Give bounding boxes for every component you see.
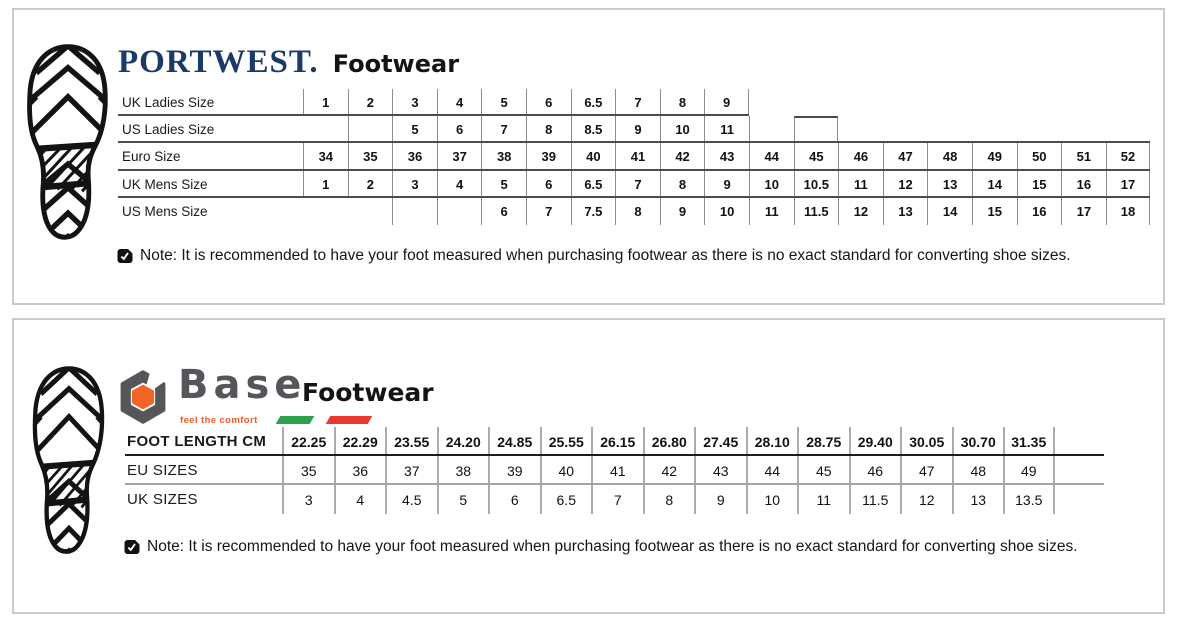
size-cell: 11	[797, 485, 849, 514]
size-cell: 6.5	[571, 171, 616, 198]
size-cell: 11.5	[794, 198, 839, 225]
size-cell: 7	[615, 171, 660, 198]
size-cell: 39	[488, 456, 540, 485]
portwest-size-table	[118, 89, 1150, 225]
size-cell	[972, 116, 1017, 143]
size-cell: 3	[392, 171, 437, 198]
size-cell: 9	[615, 116, 660, 143]
size-cell: 14	[927, 198, 972, 225]
size-cell: 16	[1061, 171, 1106, 198]
note-text: Note: It is recommended to have your foot measured when purchasing footwear as there is no exact standard for converting shoe sizes.	[140, 247, 1071, 264]
table-row	[118, 198, 1150, 225]
size-cell: 18	[1106, 198, 1151, 225]
table-row	[125, 485, 1055, 514]
size-cell	[927, 89, 972, 116]
size-cell: 26.80	[643, 427, 695, 456]
size-cell	[1017, 116, 1062, 143]
size-cell: 13	[927, 171, 972, 198]
size-cell: 12	[838, 198, 883, 225]
size-cell: 15	[1017, 171, 1062, 198]
size-cell: 49	[1003, 456, 1055, 485]
size-cell	[1061, 89, 1106, 116]
size-cell: 9	[704, 171, 749, 198]
table-row	[118, 89, 1150, 116]
row-label: FOOT LENGTH CM	[127, 433, 267, 450]
size-cell: 12	[900, 485, 952, 514]
italy-flag-green-stripe	[276, 416, 315, 424]
size-cell	[749, 116, 794, 143]
size-cell: 2	[348, 171, 393, 198]
note-icon	[124, 539, 140, 555]
size-cell	[392, 198, 437, 225]
size-cell: 6.5	[571, 89, 616, 116]
size-cell: 36	[334, 456, 386, 485]
size-cell	[348, 198, 393, 225]
size-cell: 6.5	[540, 485, 592, 514]
size-cell: 48	[927, 143, 972, 170]
size-cell: 43	[704, 143, 749, 170]
size-cell: 35	[348, 143, 393, 170]
size-cell: 4	[437, 89, 482, 116]
size-cell: 10	[704, 198, 749, 225]
row-label: US Mens Size	[122, 203, 208, 219]
size-cell: 46	[838, 143, 883, 170]
base-tagline: feel the comfort	[180, 415, 258, 426]
portwest-logo: PORTWEST.	[118, 44, 319, 80]
size-cell: 15	[972, 198, 1017, 225]
size-cell: 30.05	[900, 427, 952, 456]
size-cell: 10.5	[794, 171, 839, 198]
size-cell: 41	[615, 143, 660, 170]
portwest-panel	[12, 8, 1165, 305]
size-cell: 13	[883, 198, 928, 225]
size-cell	[883, 116, 928, 143]
size-cell: 9	[704, 89, 749, 116]
size-cell: 30.70	[952, 427, 1004, 456]
size-cell: 4.5	[385, 485, 437, 514]
size-cell: 37	[385, 456, 437, 485]
size-cell: 28.10	[746, 427, 798, 456]
size-cell: 17	[1106, 171, 1151, 198]
size-cell: 7.5	[571, 198, 616, 225]
table-row	[118, 116, 1150, 143]
size-cell: 6	[437, 116, 482, 143]
note-text: Note: It is recommended to have your foot measured when purchasing footwear as there is no exact standard for converting shoe sizes.	[147, 538, 1078, 555]
size-cell	[794, 116, 839, 143]
size-cell: 40	[540, 456, 592, 485]
size-cell: 7	[591, 485, 643, 514]
size-cell: 5	[392, 116, 437, 143]
size-cell: 23.55	[385, 427, 437, 456]
size-cell: 3	[392, 89, 437, 116]
base-panel	[12, 318, 1165, 614]
size-cell: 52	[1106, 143, 1151, 170]
size-cell: 29.40	[849, 427, 901, 456]
table-row	[125, 456, 1055, 485]
size-cell: 35	[282, 456, 334, 485]
size-cell: 46	[849, 456, 901, 485]
size-cell: 47	[900, 456, 952, 485]
size-cell: 48	[952, 456, 1004, 485]
size-cell: 49	[972, 143, 1017, 170]
table-row	[125, 427, 1055, 456]
size-cell: 41	[591, 456, 643, 485]
size-cell: 11	[749, 198, 794, 225]
size-cell: 27.45	[694, 427, 746, 456]
size-cell: 5	[437, 485, 489, 514]
size-cell: 5	[481, 89, 526, 116]
size-cell	[838, 89, 883, 116]
size-cell: 4	[334, 485, 386, 514]
size-cell: 2	[348, 89, 393, 116]
size-cell: 6	[526, 171, 571, 198]
size-cell: 8	[660, 89, 705, 116]
size-cell: 8	[660, 171, 705, 198]
row-label: UK SIZES	[127, 491, 198, 508]
row-label: UK Mens Size	[122, 176, 208, 192]
size-cell: 40	[571, 143, 616, 170]
base-logo-wordmark: Base	[178, 362, 307, 408]
size-cell: 13	[952, 485, 1004, 514]
size-cell	[838, 116, 883, 143]
size-cell: 51	[1061, 143, 1106, 170]
size-cell: 24.20	[437, 427, 489, 456]
row-label: UK Ladies Size	[122, 95, 215, 111]
size-cell	[303, 116, 348, 143]
size-cell	[1017, 89, 1062, 116]
table-row	[118, 171, 1150, 198]
size-cell: 8	[615, 198, 660, 225]
size-cell: 47	[883, 143, 928, 170]
italy-flag-red-stripe	[326, 416, 373, 424]
size-cell: 22.25	[282, 427, 334, 456]
size-cell	[794, 89, 839, 116]
base-footwear-title: Footwear	[302, 378, 434, 407]
size-cell: 8.5	[571, 116, 616, 143]
size-cell: 44	[749, 143, 794, 170]
size-cell: 36	[392, 143, 437, 170]
size-cell: 16	[1017, 198, 1062, 225]
size-cell: 14	[972, 171, 1017, 198]
size-cell: 7	[526, 198, 571, 225]
size-cell: 31.35	[1003, 427, 1055, 456]
size-cell: 8	[526, 116, 571, 143]
boot-print-icon	[24, 44, 112, 244]
size-cell: 10	[660, 116, 705, 143]
size-cell: 24.85	[488, 427, 540, 456]
size-cell: 28.75	[797, 427, 849, 456]
size-cell	[303, 198, 348, 225]
size-cell: 8	[643, 485, 695, 514]
size-cell: 39	[526, 143, 571, 170]
size-cell: 42	[643, 456, 695, 485]
size-cell: 6	[526, 89, 571, 116]
base-logo-icon	[116, 370, 170, 424]
size-cell: 1	[303, 89, 348, 116]
size-cell	[749, 89, 794, 116]
size-cell: 13.5	[1003, 485, 1055, 514]
size-cell: 9	[694, 485, 746, 514]
size-cell: 3	[282, 485, 334, 514]
size-cell: 7	[615, 89, 660, 116]
size-cell	[1106, 89, 1151, 116]
row-label: Euro Size	[122, 149, 181, 165]
size-cell: 17	[1061, 198, 1106, 225]
size-cell: 11	[704, 116, 749, 143]
size-cell: 11.5	[849, 485, 901, 514]
size-cell: 34	[303, 143, 348, 170]
size-cell: 37	[437, 143, 482, 170]
table-row	[118, 143, 1150, 170]
size-cell: 25.55	[540, 427, 592, 456]
size-cell: 12	[883, 171, 928, 198]
size-cell: 4	[437, 171, 482, 198]
size-cell: 42	[660, 143, 705, 170]
size-cell	[927, 116, 972, 143]
portwest-header	[118, 44, 459, 81]
portwest-footwear-title: Footwear	[332, 50, 460, 78]
size-cell	[1061, 116, 1106, 143]
size-cell: 6	[488, 485, 540, 514]
base-size-table	[125, 427, 1055, 514]
base-note	[124, 538, 1078, 556]
size-cell	[883, 89, 928, 116]
size-cell: 22.29	[334, 427, 386, 456]
size-cell	[437, 198, 482, 225]
size-cell: 10	[749, 171, 794, 198]
size-cell: 11	[838, 171, 883, 198]
size-cell: 5	[481, 171, 526, 198]
size-cell: 10	[746, 485, 798, 514]
size-cell	[348, 116, 393, 143]
size-cell: 7	[481, 116, 526, 143]
size-cell: 26.15	[591, 427, 643, 456]
size-cell: 45	[794, 143, 839, 170]
note-icon	[117, 248, 133, 264]
size-cell: 45	[797, 456, 849, 485]
boot-print-icon	[30, 366, 108, 558]
size-cell	[1106, 116, 1151, 143]
portwest-note	[117, 247, 1071, 265]
size-cell: 9	[660, 198, 705, 225]
row-label: EU SIZES	[127, 462, 198, 479]
size-cell: 6	[481, 198, 526, 225]
size-cell: 44	[746, 456, 798, 485]
size-cell: 1	[303, 171, 348, 198]
size-cell: 38	[437, 456, 489, 485]
size-cell: 43	[694, 456, 746, 485]
size-cell	[972, 89, 1017, 116]
size-cell: 50	[1017, 143, 1062, 170]
size-cell: 38	[481, 143, 526, 170]
row-label: US Ladies Size	[122, 122, 215, 138]
